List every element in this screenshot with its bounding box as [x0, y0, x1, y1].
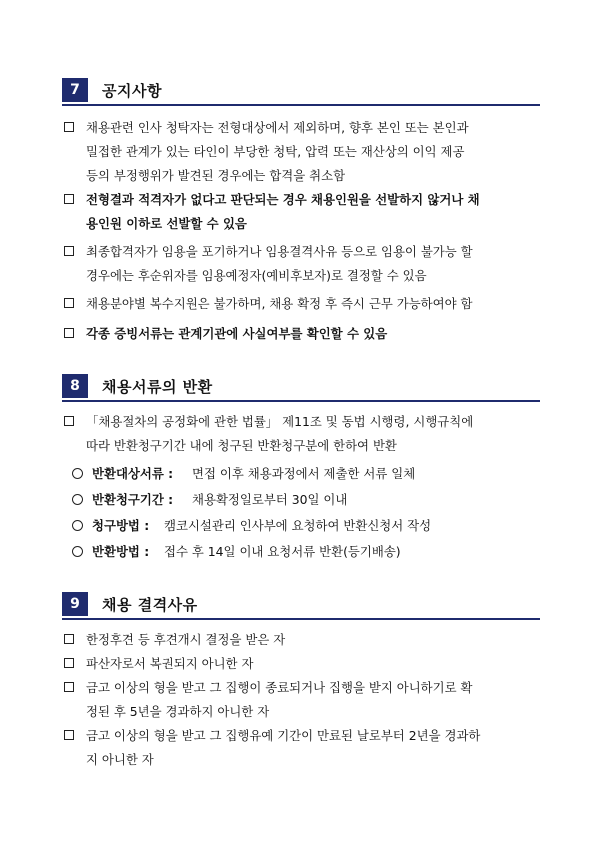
checkbox-square-icon: [64, 122, 74, 132]
sub-item-label: 반환청구기간 :: [92, 492, 174, 507]
circle-bullet-icon: [72, 546, 83, 557]
checkbox-square-icon: [64, 658, 74, 668]
checkbox-square-icon: [64, 298, 74, 308]
sub-item-label: 반환방법 :: [92, 544, 150, 559]
item-line: 금고 이상의 형을 받고 그 집행유예 기간이 만료된 날로부터 2년을 경과하: [86, 728, 481, 743]
sub-item-label: 청구방법 :: [92, 518, 150, 533]
item-line: 등의 부정행위가 발견된 경우에는 합격을 취소함: [86, 168, 346, 183]
checkbox-square-icon: [64, 634, 74, 644]
section-header: [62, 592, 540, 620]
item-line: 정된 후 5년을 경과하지 아니한 자: [86, 704, 270, 719]
circle-bullet-icon: [72, 468, 83, 479]
checkbox-square-icon: [64, 682, 74, 692]
item-line: 용인원 이하로 선발할 수 있음: [86, 216, 247, 231]
section-notice: [0, 78, 600, 106]
section-header: [62, 78, 540, 106]
section-document-return: [0, 374, 600, 402]
sub-item-text: 접수 후 14일 이내 요청서류 반환(등기배송): [164, 544, 401, 559]
sub-item-text: 캠코시설관리 인사부에 요청하여 반환신청서 작성: [164, 518, 432, 533]
item-line: 밀접한 관계가 있는 타인이 부당한 청탁, 압력 또는 재산상의 이익 제공: [86, 144, 465, 159]
item-line: 따라 반환청구기간 내에 청구된 반환청구분에 한하여 반환: [86, 438, 397, 453]
item-line: 채용관련 인사 청탁자는 전형대상에서 제외하며, 향후 본인 또는 본인과: [86, 120, 469, 135]
section-number: 7: [62, 78, 88, 102]
section-title: 채용서류의 반환: [102, 378, 213, 396]
section-title: 공지사항: [102, 82, 162, 100]
item-line: 한정후견 등 후견개시 결정을 받은 자: [86, 632, 286, 647]
item-line: 파산자로서 복권되지 아니한 자: [86, 656, 254, 671]
item-line: 전형결과 적격자가 없다고 판단되는 경우 채용인원을 선발하지 않거나 채: [86, 192, 480, 207]
item-line: 채용분야별 복수지원은 불가하며, 채용 확정 후 즉시 근무 가능하여야 함: [86, 296, 473, 311]
section-disqualification: [0, 592, 600, 620]
section-number: 8: [62, 374, 88, 398]
item-line: 금고 이상의 형을 받고 그 집행이 종료되거나 집행을 받지 아니하기로 확: [86, 680, 473, 695]
checkbox-square-icon: [64, 194, 74, 204]
item-line: 최종합격자가 임용을 포기하거나 임용결격사유 등으로 임용이 불가능 할: [86, 244, 473, 259]
sub-item-text: 면접 이후 채용과정에서 제출한 서류 일체: [192, 466, 416, 481]
sub-item-text: 채용확정일로부터 30일 이내: [192, 492, 348, 507]
checkbox-square-icon: [64, 730, 74, 740]
checkbox-square-icon: [64, 416, 74, 426]
circle-bullet-icon: [72, 494, 83, 505]
item-line: 「채용절차의 공정화에 관한 법률」 제11조 및 동법 시행령, 시행규칙에: [86, 414, 474, 429]
checkbox-square-icon: [64, 246, 74, 256]
item-line: 경우에는 후순위자를 임용예정자(예비후보자)로 결정할 수 있음: [86, 268, 427, 283]
circle-bullet-icon: [72, 520, 83, 531]
item-line: 지 아니한 자: [86, 752, 154, 767]
section-header: [62, 374, 540, 402]
checkbox-square-icon: [64, 328, 74, 338]
item-line: 각종 증빙서류는 관계기관에 사실여부를 확인할 수 있음: [86, 326, 388, 341]
sub-item-label: 반환대상서류 :: [92, 466, 174, 481]
section-title: 채용 결격사유: [102, 596, 198, 614]
section-number: 9: [62, 592, 88, 616]
